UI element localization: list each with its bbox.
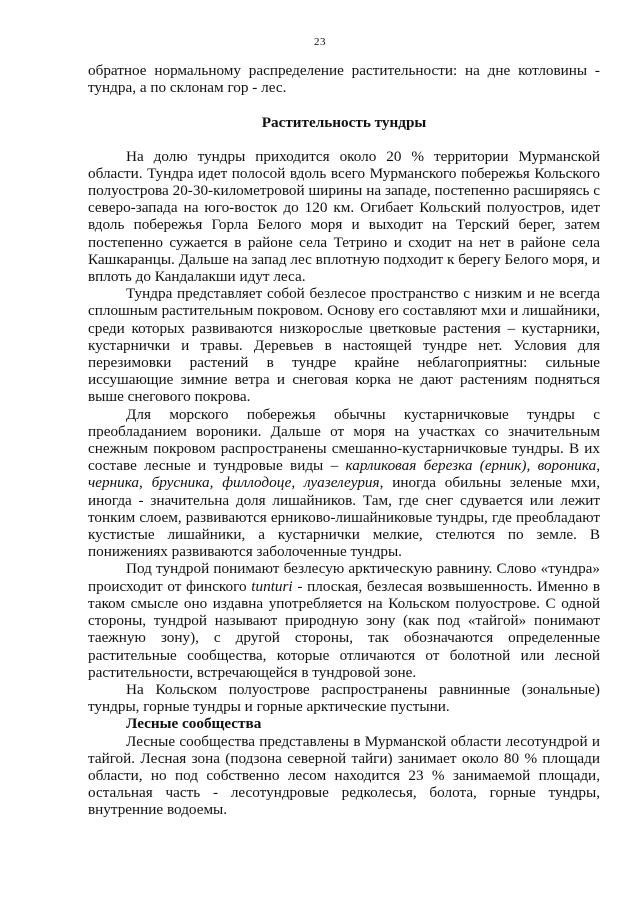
italic-species-list: карликовая березка (ерник), вороника, черника, брусника, филлодоце, луазелеурия bbox=[88, 457, 600, 492]
page-body bbox=[88, 62, 600, 819]
paragraph-forest-communities: Лесные сообщества представлены в Мурманской области лесотундрой и тайгой. Лесная зона (подзона северной тайги) занимает около 80 % площади области, но под собственно лесом находится 23 % занимаемой площади, остальная часть - лесотундровые редколесья, болота, горные тундры, внутренние водоемы. bbox=[88, 732, 600, 819]
paragraph-text: Под тундрой понимают безлесую арктическую равнину. Слово «тундра» происходит от финского bbox=[88, 560, 600, 595]
paragraph-tundra-area: На долю тундры приходится около 20 % территории Мурманской области. Тундра идет полосой вдоль всего Мурманского побережья Кольского полуострова 20-30-километровой ширины на западе, постепенно расширяясь с северо-запада на юго-восток до 120 км. Огибает Кольский полуостров, идет вдоль побережья Горла Белого моря и выходит на Терский берег, затем постепенно сужается в районе села Тетрино и сходит на нет в районе села Кашкаранцы. Дальше на запад лес вплотную подходит к берегу Белого моря, и вплоть до Кандалакши идут леса. bbox=[88, 147, 600, 286]
paragraph-coastal-tundra bbox=[88, 406, 600, 561]
paragraph-text: , иногда обильны зеленые мхи, иногда - значительна доля лишайников. Там, где снег сдувается или лежит тонким слоем, развиваются ерниково-лишайниковые тундры, где преобладают кустистые лишайники, а кустарнички мелкие, стелются по земле. В понижениях развиваются заболоченные тундры. bbox=[88, 474, 600, 561]
paragraph-text: Для морского побережья обычны кустарничковые тундры с преобладанием вороники. Дальше от моря на участках со значительным снежным покровом распространены смешанно-кустарничковые тундры. В их составе лесные и тундровые виды – bbox=[88, 405, 600, 475]
paragraph-tundra-description: Тундра представляет собой безлесое пространство с низким и не всегда сплошным растительным покровом. Основу его составляют мхи и лишайники, среди которых развиваются низкорослые цветковые растения – кустарники, кустарнички и травы. Деревьев в настоящей тундре нет. Условия для перезимовки растений в тундре крайне неблагоприятны: сильные иссушающие зимние ветра и снеговая корка не дают растениям подняться выше снегового покрова. bbox=[88, 285, 600, 406]
subsection-title: Лесные сообщества bbox=[126, 715, 262, 733]
italic-finnish-word: tunturi bbox=[251, 577, 293, 595]
paragraph-tundra-types: На Кольском полуострове распространены равнинные (зональные) тундры, горные тундры и горные арктические пустыни. bbox=[88, 680, 600, 716]
paragraph-tundra-definition bbox=[88, 560, 600, 680]
page-number: 23 bbox=[314, 36, 326, 48]
section-title: Растительность тундры bbox=[261, 114, 427, 132]
paragraph-text: - плоская, безлесая возвышенность. Именно в таком смысле оно издавна употребляется на Кольском полуострове. С одной стороны, тундрой называют природную зону (как под «тайгой» понимают таежную зону), с другой стороны, так обозначаются определенные растительные сообщества, которые отличаются от болотной или лесной растительности, встречающейся в тундровой зоне. bbox=[88, 577, 600, 681]
paragraph-continuation: обратное нормальному распределение растительности: на дне котловины - тундра, а по склонам гор - лес. bbox=[88, 62, 600, 97]
